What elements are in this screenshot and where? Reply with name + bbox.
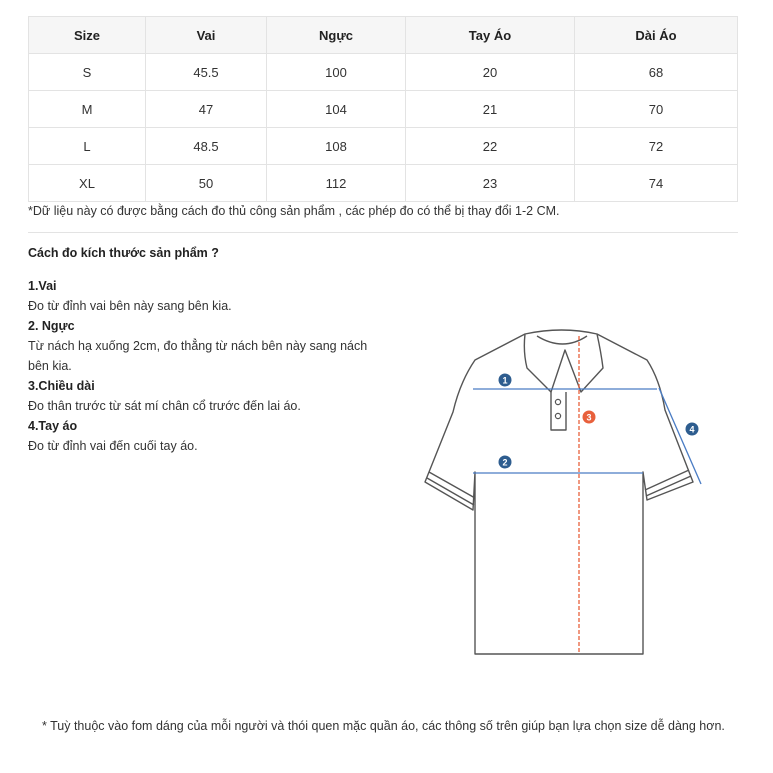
fit-note: * Tuỳ thuộc vào fom dáng của mỗi người và thói quen mặc quần áo, các thông số trên giúp bạn lựa chọn size dễ dàng hơn. [42, 719, 725, 733]
table-cell: 70 [575, 91, 738, 128]
table-cell: 108 [267, 128, 406, 165]
header-nguc: Ngực [267, 17, 406, 54]
how-to-measure-title: Cách đo kích thước sản phẩm ? [28, 246, 219, 260]
sleeve-hem-left [427, 472, 475, 505]
table-cell: 50 [146, 165, 267, 202]
table-cell: 68 [575, 54, 738, 91]
svg-text:4: 4 [689, 424, 695, 435]
polo-shirt-diagram [415, 322, 715, 662]
size-table [28, 16, 738, 202]
svg-text:2: 2 [502, 457, 508, 468]
measurement-note: *Dữ liệu này có được bằng cách đo thủ công sản phẩm , các phép đo có thể bị thay đổi 1-2 CM. [28, 204, 560, 218]
guide-heading-tay-ao: 4.Tay áo [28, 419, 78, 433]
marker-2 [499, 456, 512, 469]
measure-guide [28, 276, 373, 456]
table-cell: 22 [406, 128, 575, 165]
guide-text-vai: Đo từ đỉnh vai bên này sang bên kia. [28, 299, 232, 313]
header-vai: Vai [146, 17, 267, 54]
table-cell: 23 [406, 165, 575, 202]
guide-heading-chieu-dai: 3.Chiều dài [28, 379, 95, 393]
table-cell: 74 [575, 165, 738, 202]
table-header-row [29, 17, 738, 54]
table-cell: 104 [267, 91, 406, 128]
marker-4 [686, 423, 699, 436]
header-tay-ao: Tay Áo [406, 17, 575, 54]
table-cell: 21 [406, 91, 575, 128]
table-row [29, 54, 738, 91]
guide-heading-vai: 1.Vai [28, 279, 57, 293]
table-cell: 100 [267, 54, 406, 91]
sleeve-measure-line [659, 388, 701, 484]
marker-1 [499, 374, 512, 387]
table-row [29, 128, 738, 165]
guide-heading-nguc: 2. Ngực [28, 319, 75, 333]
table-cell: M [29, 91, 146, 128]
divider [28, 232, 738, 233]
header-size: Size [29, 17, 146, 54]
table-row [29, 165, 738, 202]
table-cell: XL [29, 165, 146, 202]
table-cell: S [29, 54, 146, 91]
table-row [29, 91, 738, 128]
table-cell: 45.5 [146, 54, 267, 91]
guide-text-tay-ao: Đo từ đỉnh vai đến cuối tay áo. [28, 439, 198, 453]
shirt-button [555, 399, 560, 404]
svg-text:3: 3 [586, 412, 592, 423]
shirt-button [555, 413, 560, 418]
table-cell: 20 [406, 54, 575, 91]
placket [551, 392, 566, 430]
header-dai-ao: Dài Áo [575, 17, 738, 54]
marker-3 [583, 411, 596, 424]
table-cell: 112 [267, 165, 406, 202]
table-cell: 48.5 [146, 128, 267, 165]
svg-text:1: 1 [502, 375, 508, 386]
shirt-outline [425, 334, 693, 654]
table-cell: 72 [575, 128, 738, 165]
guide-text-chieu-dai: Đo thân trước từ sát mí chân cổ trước đến lai áo. [28, 399, 301, 413]
table-cell: L [29, 128, 146, 165]
table-cell: 47 [146, 91, 267, 128]
collar [524, 330, 603, 392]
guide-text-nguc: Từ nách hạ xuống 2cm, đo thẳng từ nách bên này sang nách bên kia. [28, 339, 368, 373]
